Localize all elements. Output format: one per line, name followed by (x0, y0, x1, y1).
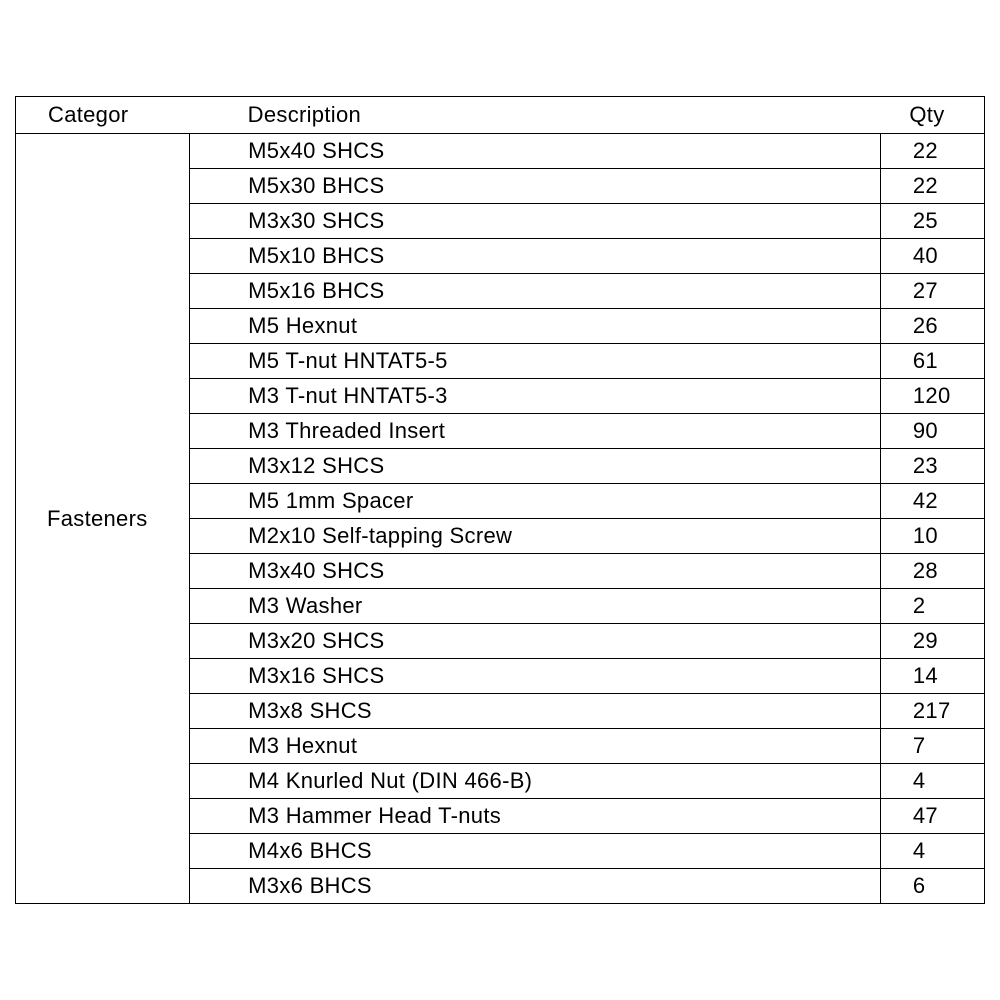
description-cell: M5x30 BHCS (190, 169, 881, 204)
description-cell: M3x6 BHCS (190, 869, 881, 904)
qty-cell: 28 (880, 554, 984, 589)
description-cell: M3 Threaded Insert (190, 414, 881, 449)
qty-cell: 26 (880, 309, 984, 344)
qty-cell: 23 (880, 449, 984, 484)
table-header (16, 97, 985, 134)
qty-cell: 61 (880, 344, 984, 379)
description-cell: M4x6 BHCS (190, 834, 881, 869)
description-cell: M3x20 SHCS (190, 624, 881, 659)
description-cell: M3x12 SHCS (190, 449, 881, 484)
qty-cell: 4 (880, 834, 984, 869)
description-cell: M5x10 BHCS (190, 239, 881, 274)
description-cell: M5 T-nut HNTAT5-5 (190, 344, 881, 379)
description-cell: M5x16 BHCS (190, 274, 881, 309)
qty-cell: 217 (880, 694, 984, 729)
description-cell: M5x40 SHCS (190, 134, 881, 169)
description-cell: M4 Knurled Nut (DIN 466-B) (190, 764, 881, 799)
qty-cell: 22 (880, 169, 984, 204)
qty-cell: 27 (880, 274, 984, 309)
qty-cell: 4 (880, 764, 984, 799)
description-cell: M2x10 Self-tapping Screw (190, 519, 881, 554)
description-cell: M3 T-nut HNTAT5-3 (190, 379, 881, 414)
description-cell: M3x40 SHCS (190, 554, 881, 589)
description-cell: M5 Hexnut (190, 309, 881, 344)
header-description: Description (190, 97, 881, 134)
header-row (16, 97, 985, 134)
description-cell: M5 1mm Spacer (190, 484, 881, 519)
category-cell: Fasteners (16, 134, 190, 904)
header-qty: Qty (880, 97, 984, 134)
description-cell: M3x30 SHCS (190, 204, 881, 239)
description-cell: M3x8 SHCS (190, 694, 881, 729)
description-cell: M3 Hexnut (190, 729, 881, 764)
qty-cell: 42 (880, 484, 984, 519)
qty-cell: 120 (880, 379, 984, 414)
qty-cell: 25 (880, 204, 984, 239)
header-category: Categor (16, 97, 190, 134)
table-row (16, 134, 985, 169)
qty-cell: 29 (880, 624, 984, 659)
description-cell: M3 Hammer Head T-nuts (190, 799, 881, 834)
description-cell: M3 Washer (190, 589, 881, 624)
qty-cell: 14 (880, 659, 984, 694)
qty-cell: 10 (880, 519, 984, 554)
qty-cell: 2 (880, 589, 984, 624)
bill-of-materials-table (15, 96, 985, 904)
qty-cell: 7 (880, 729, 984, 764)
qty-cell: 40 (880, 239, 984, 274)
qty-cell: 47 (880, 799, 984, 834)
table-body (16, 134, 985, 904)
description-cell: M3x16 SHCS (190, 659, 881, 694)
qty-cell: 90 (880, 414, 984, 449)
qty-cell: 22 (880, 134, 984, 169)
qty-cell: 6 (880, 869, 984, 904)
